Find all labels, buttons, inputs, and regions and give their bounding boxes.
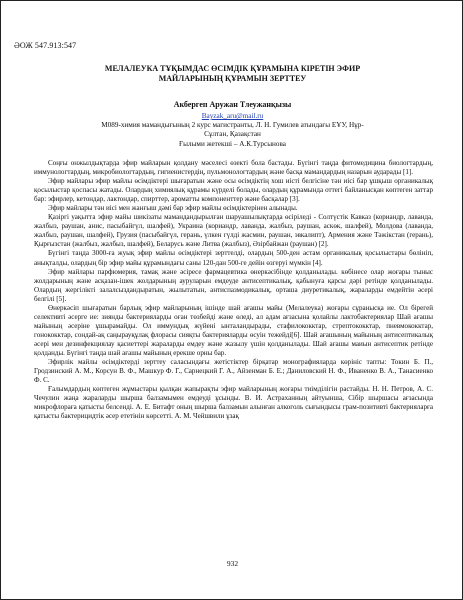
body-paragraph: Эфирлік майлы өсімдіктерді зерттеу саласындағы жетістіктер бірқатар монографияларда көрініс тапты: Токин Б. П., Гродзинский А. М., Корсун В. Ф., Машкур Ф. Г., Сарнецкий Г. А., Айзенман Б. Е.; Даниловский Н. Ф., Иваненко В. А., Танасиенко Ф. С. [34, 358, 433, 385]
body-paragraph: Қазіргі уақытта эфир майы шикізаты мамандандырылған шаруашылықтарда өсіріледі - Солтүстік Кавказ (кориандр, лаванда, жалбыз, раушан, анис, пасыбайгүл, шалфей), Украина (кориандр, лаванда, жалбыз, раушан, аскөк, шалфей), Молдова (лаванда, жалбыз, раушан, шалфей), Грузия (пасыбайгүл, герань, үлкен гүлді жасмин, раушан, эвкалипт), Армения және Тәжікстан (герань), Қырғызстан (жалбыз, жалбыз, шалфей), Беларусь және Литва (жалбыз), Әзірбайжан (раушан) [2]. [34, 213, 433, 249]
page-number: 932 [226, 559, 239, 568]
author-email-link[interactable]: Bayzak_aru@mail.ru [201, 112, 264, 120]
article-title-line-2: МАЙЛАРЫНЫҢ ҚҰРАМЫН ЗЕРТТЕУ [158, 74, 307, 83]
body-paragraph: Бүгінгі таңда 3000-ға жуық эфир майлы өсімдіктері зерттелді, олардың 500-ден астам органикалық қосылыстары бөлініп, анықталды, олардың бір эфир майы құрамындағы саны 120-дан 500-ге дейін өзгеруі мүмкін [4]. [34, 249, 433, 267]
affiliation-line-1: М089-химия мамандығының 2 курс магистранты, Л. Н. Гумилев атындағы ЕҰУ, Нұр- [101, 121, 364, 130]
body-paragraph: Ғалымдардың көптеген жұмыстары қылқан жапырақты эфир майларының жоғары тиімділігін растайды. Н. Н. Петров, А. С. Чечулин жаңа жараларды шырша балзамымен емдеуді ұсынды. В. И. Астраханның айтуынша, Сібір шыршасы ағзасында микрофлораға қатысты белсенді. А. Е. Битафт оның шырша балзамын алынған алкоголь сығындысы грам-позитивті бактерияларға қатысты бактерицидтік әсер ететінін көрсетті. А. М. Чейшвили ұзақ [34, 385, 433, 421]
article-title [41, 64, 424, 84]
body-paragraph: Эфир майлары эфир майлы өсімдіктері шығаратын және осы өсімдіктің хош иісті белгісіне тән иісі бар ұшқыш органикалық қосылыстар қоспасы жатады. Олардың химиялық құрамы күрделі болады, олардың құрамында оттегі байланысқан көптеген заттар бар: эфирлер, кетондар, лактондар, спирттер, ароматты компоненттер және басқалар [3]. [34, 177, 433, 204]
article-title-line-1: МЕЛАЛЕУКА ТҰҚЫМДАС ӨСІМДІК ҚҰРАМЫНА КІРЕТІН ЭФИР [104, 64, 361, 73]
body-paragraph: Өнеркәсіп шығаратын барлық эфир майларының ішінде шай ағашы майы (Мелалеука) жоғары сұранысқа ие. Ол бірегей селективті әсерге ие: зиянды бактерияларды оған төзбейді және өледі, ал адам ағзасына қолайлы лактобактериялар Шай ағашы майының әсеріне ұшырамайды. Ол иммундық жүйені ынталандырады, стафилококктар, стрептококктар, пневмококктар, гонококктар, сондай-ақ саңырауқұлақ флорасы сияқты бактерияларды өсуін тежейді[6]. Шай ағашының майының антисептикалық әсері мен дезинфекциялау қасиеттері жараларды емдеу және жазылу үшін қолданылады. Шай ағашы маиын антисептик ретінде қолданды. Бүгінгі таңда шай ағашы майының ерекше орны бар. [34, 303, 433, 357]
body-paragraph: Эфир майлары парфюмерия, тамақ және әсіресе фармацевтика өнеркәсібінде қолданылады. көбінесе олар жоғары тыныс жолдарының және асқазан-ішек жолдарының ауруларын емдеуде антисептикалық, қабынуға қарсы дәрі ретінде қолданылады. Олардың жергілікті залалсыздандыратын, жылытатын, антиспазмодикалық, орташа диуретикалық, жараларды емдейтін әсері белгілі [5]. [34, 267, 433, 303]
author-name: Акбергеп Аружан Тлеужанқызы [173, 100, 292, 109]
author-info [61, 112, 404, 149]
body-paragraph: Эфир майлары тән иісі мен жанғыш дәмі бар эфир майлы өсімдіктерінен алынады. [48, 204, 298, 213]
affiliation-line-2: Сұлтан, Қазақстан [204, 130, 261, 139]
body-paragraph: Соңғы онжылдықтарда эфир майларын қолдану мәселесі өзекті бола бастады. Бүгінгі таңда фитомедицина биологтардың, иммунологтардың, микробиологтардың, гигиенистердің, пульмонологтардың және басқа мамандардың назарын аударады [1]. [34, 159, 433, 177]
udc-code: ӘОЖ 547.913:547 [14, 41, 77, 50]
scientific-advisor: Ғылыми жетекші – А.К.Турсынова [179, 139, 286, 148]
article-body [34, 159, 433, 421]
